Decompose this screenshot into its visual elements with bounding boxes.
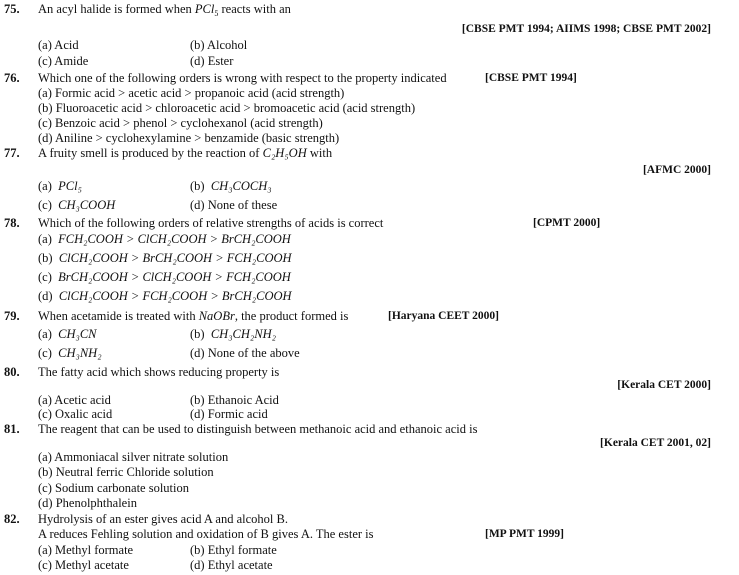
q78-number: 78.	[4, 216, 20, 230]
q75-formula-sub: 5	[214, 9, 219, 18]
q78-reference: [CPMT 2000]	[533, 217, 601, 229]
q80-option-d: (d) Formic acid	[190, 407, 268, 421]
q79-option-b	[190, 327, 276, 342]
q76-option-c: (c) Benzoic acid > phenol > cyclohexanol (acid strength)	[38, 116, 323, 130]
q77-option-c	[38, 198, 115, 213]
q82-option-d: (d) Ethyl acetate	[190, 558, 273, 572]
q82-number: 82.	[4, 512, 20, 526]
q78-option-b-label: (b)	[38, 251, 53, 265]
q80-option-a: (a) Acetic acid	[38, 393, 111, 407]
q77-option-c-formula: CH₃COOH	[58, 198, 116, 212]
q78-text: Which of the following orders of relative strengths of acids is correct	[38, 216, 384, 230]
q82-option-c: (c) Methyl acetate	[38, 558, 129, 572]
q76-option-d: (d) Aniline > cyclohexylamine > benzamide (basic strength)	[38, 131, 340, 145]
q77-reference: [AFMC 2000]	[642, 164, 711, 176]
q82-reference: [MP PMT 1999]	[485, 528, 564, 540]
q80-reference: [Kerala CET 2000]	[617, 379, 711, 391]
q75-number: 75.	[4, 2, 20, 16]
q77-option-b-formula: CH₃COCH₃	[210, 179, 272, 193]
q76-number: 76.	[4, 71, 20, 85]
q79-option-c-formula: CH₃NH₂	[58, 346, 102, 360]
q78-option-c-formula: BrCH₂COOH > ClCH₂COOH > FCH₂COOH	[58, 270, 291, 284]
q79-option-a	[38, 327, 97, 342]
q77-option-a	[38, 179, 82, 194]
q78-option-d-label: (d)	[38, 289, 53, 303]
q78-option-a	[38, 232, 291, 247]
q81-text: The reagent that can be used to distinguish between methanoic acid and ethanoic acid is	[38, 422, 478, 436]
q78-option-d	[38, 289, 292, 304]
q78-option-a-label: (a)	[38, 232, 52, 246]
q82-text-2: A reduces Fehling solution and oxidation of B gives A. The ester is	[38, 527, 374, 541]
q78-option-c-label: (c)	[38, 270, 52, 284]
q79-option-b-formula: CH₃CH₂NH₂	[210, 327, 276, 341]
q77-text	[38, 146, 332, 161]
q75-option-a: (a) Acid	[38, 38, 79, 52]
q79-formula: NaOBr	[198, 309, 235, 323]
q79-text-main: When acetamide is treated with	[38, 309, 196, 323]
q79-reference: [Haryana CEET 2000]	[388, 310, 499, 322]
q75-option-c: (c) Amide	[38, 54, 89, 68]
q75-text	[38, 2, 291, 17]
q77-option-d: (d) None of these	[190, 198, 278, 212]
q77-option-b	[190, 179, 272, 194]
q78-option-d-formula: ClCH₂COOH > FCH₂COOH > BrCH₂COOH	[58, 289, 292, 303]
q80-text: The fatty acid which shows reducing property is	[38, 365, 280, 379]
q79-option-c	[38, 346, 102, 361]
q75-formula-main: PCl	[194, 2, 215, 16]
q80-option-c: (c) Oxalic acid	[38, 407, 113, 421]
q76-option-a: (a) Formic acid > acetic acid > propanoic acid (acid strength)	[38, 86, 345, 100]
q75-text-before: An acyl halide is formed when	[38, 2, 192, 16]
q82-option-b: (b) Ethyl formate	[190, 543, 277, 557]
q79-text-after: , the product formed is	[234, 309, 349, 323]
q78-option-b-formula: ClCH₂COOH > BrCH₂COOH > FCH₂COOH	[58, 251, 292, 265]
q81-option-a: (a) Ammoniacal silver nitrate solution	[38, 450, 229, 464]
q79-option-a-label: (a)	[38, 327, 52, 341]
q78-option-b	[38, 251, 292, 266]
q79-option-a-formula: CH₃CN	[58, 327, 97, 341]
q77-option-b-label: (b)	[190, 179, 205, 193]
q80-option-b: (b) Ethanoic Acid	[190, 393, 279, 407]
q77-option-a-formula: PCl₅	[58, 179, 82, 193]
q81-option-b: (b) Neutral ferric Chloride solution	[38, 465, 214, 479]
q76-reference: [CBSE PMT 1994]	[485, 72, 577, 84]
q75-text-after: reacts with an	[221, 2, 291, 16]
q77-text-main: A fruity smell is produced by the reaction of	[38, 146, 260, 160]
q82-text: Hydrolysis of an ester gives acid A and alcohol B.	[38, 512, 288, 526]
q77-formula: C₂H₅OH	[262, 146, 307, 160]
q76-text: Which one of the following orders is wrong with respect to the property indicated	[38, 71, 447, 85]
q79-option-c-label: (c)	[38, 346, 52, 360]
q81-number: 81.	[4, 422, 20, 436]
q79-option-b-label: (b)	[190, 327, 205, 341]
q81-option-c: (c) Sodium carbonate solution	[38, 481, 190, 495]
q79-number: 79.	[4, 309, 20, 323]
q77-text-after: with	[309, 146, 333, 160]
q79-option-d: (d) None of the above	[190, 346, 300, 360]
q77-number: 77.	[4, 146, 20, 160]
q77-option-c-label: (c)	[38, 198, 52, 212]
q78-option-c	[38, 270, 291, 285]
q78-option-a-formula: FCH₂COOH > ClCH₂COOH > BrCH₂COOH	[58, 232, 291, 246]
q79-text	[38, 309, 348, 324]
q80-number: 80.	[4, 365, 20, 379]
q76-option-b: (b) Fluoroacetic acid > chloroacetic acid > bromoacetic acid (acid strength)	[38, 101, 416, 115]
q75-reference: [CBSE PMT 1994; AIIMS 1998; CBSE PMT 2002]	[461, 23, 711, 35]
q75-option-b: (b) Alcohol	[190, 38, 248, 52]
q81-option-d: (d) Phenolphthalein	[38, 496, 137, 510]
q75-formula	[195, 2, 218, 16]
q81-reference: [Kerala CET 2001, 02]	[600, 437, 711, 449]
q82-option-a: (a) Methyl formate	[38, 543, 134, 557]
q77-option-a-label: (a)	[38, 179, 52, 193]
q75-option-d: (d) Ester	[190, 54, 234, 68]
